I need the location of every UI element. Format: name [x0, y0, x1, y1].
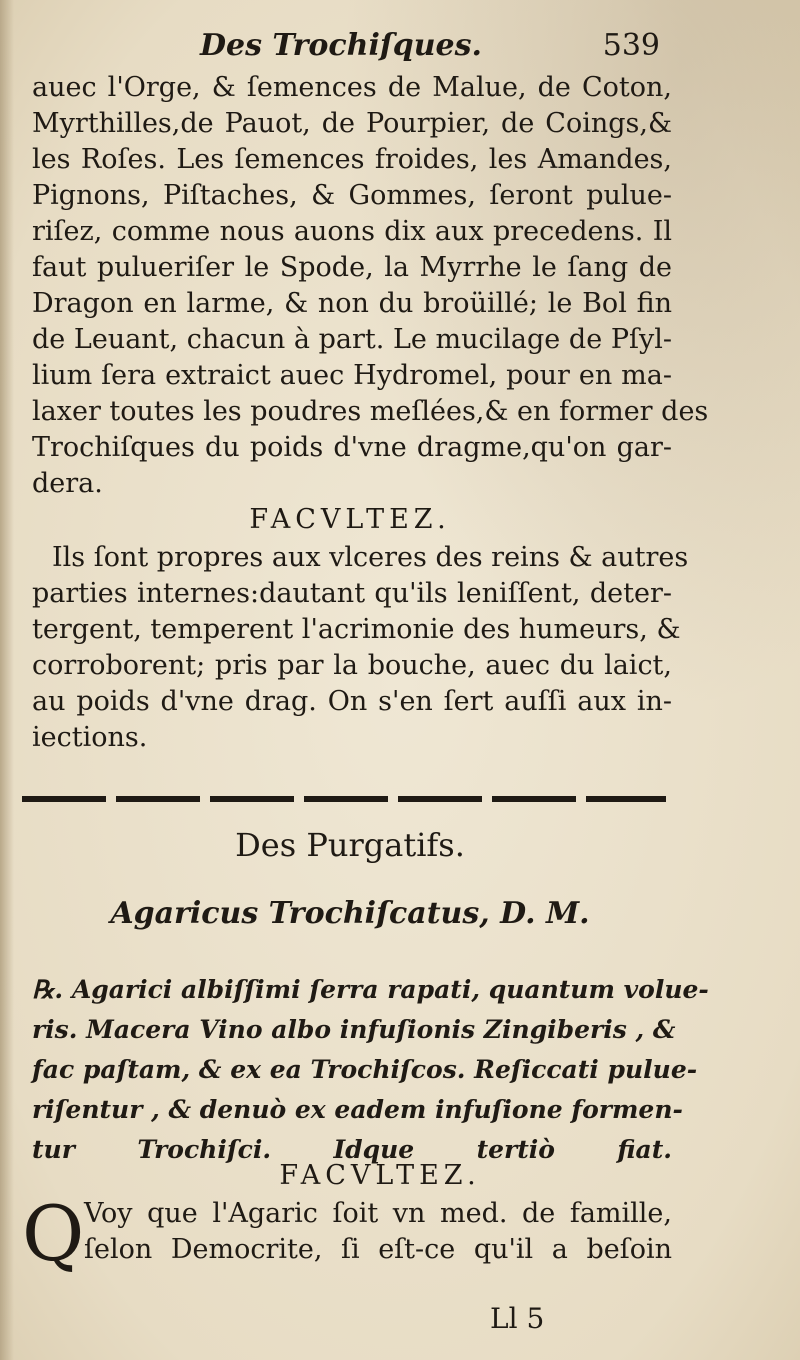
facultez-line: au poids d'vne drag. On s'en ſert auſſi aux in- [32, 686, 672, 717]
drop-capital: Q [22, 1189, 85, 1278]
final-line: ſelon Democrite, ſi eſt-ce qu'il a beſoin [84, 1234, 672, 1265]
recipe-line: tur Trochiſci. Idque tertiò fiat. [32, 1135, 672, 1164]
body-line: auec l'Orge, & ſemences de Malue, de Coton, [32, 72, 672, 103]
body-line: lium ſera extraict auec Hydromel, pour en ma- [32, 360, 672, 391]
facultez-line: parties internes:dautant qu'ils leniſſent, deter- [32, 578, 672, 609]
recipe-line: fac paſtam, & ex ea Trochiſcos. Reſiccati pulue- [32, 1055, 698, 1084]
body-line: Myrthilles,de Pauot, de Pourpier, de Coings,& [32, 108, 672, 139]
ornamental-divider [22, 796, 666, 802]
facultez-line: iections. [32, 722, 148, 753]
recipe-line: ℞. Agarici albiſſimi ſerra rapati, quantum volue- [32, 975, 709, 1004]
body-line: Dragon en larme, & non du broüillé; le Bol fin [32, 288, 672, 319]
facultez-line: tergent, temperent l'acrimonie des humeurs, & [32, 614, 681, 645]
body-line: de Leuant, chacun à part. Le mucilage de Pſyl- [32, 324, 672, 355]
recipe-line: riſentur , & denuò ex eadem infuſione formen- [32, 1095, 683, 1124]
body-line: Trochiſques du poids d'vne dragme,qu'on gar- [32, 432, 672, 463]
body-line: Pignons, Piſtaches, & Gommes, ſeront pulue- [32, 180, 672, 211]
page-number: 539 [602, 28, 660, 63]
facultez-heading-2: FACVLTEZ. [279, 1160, 481, 1191]
body-line: faut pulueriſer le Spode, la Myrrhe le ſang de [32, 252, 672, 283]
body-line: riſez, comme nous auons dix aux precedens. Il [32, 216, 672, 247]
body-line: dera. [32, 468, 103, 499]
page-gutter-shadow [0, 0, 14, 1360]
recipe-title: Agaricus Trochiſcatus, D. M. [110, 896, 590, 931]
catchword-signature: Ll 5 [490, 1302, 545, 1335]
section-title: Des Purgatifs. [235, 826, 465, 864]
body-line: les Roſes. Les ſemences froides, les Amandes, [32, 144, 672, 175]
facultez-line: Ils ſont propres aux vlceres des reins & autres [52, 542, 689, 573]
running-title: Des Trochiſques. [200, 28, 482, 63]
recipe-line: ris. Macera Vino albo infuſionis Zingiberis , & [32, 1015, 676, 1044]
final-line: Voy que l'Agaric ſoit vn med. de famille, [84, 1198, 672, 1229]
body-line: laxer toutes les poudres meſlées,& en former des [32, 396, 709, 427]
facultez-line: corroborent; pris par la bouche, auec du laict, [32, 650, 672, 681]
facultez-heading: FACVLTEZ. [249, 504, 451, 535]
